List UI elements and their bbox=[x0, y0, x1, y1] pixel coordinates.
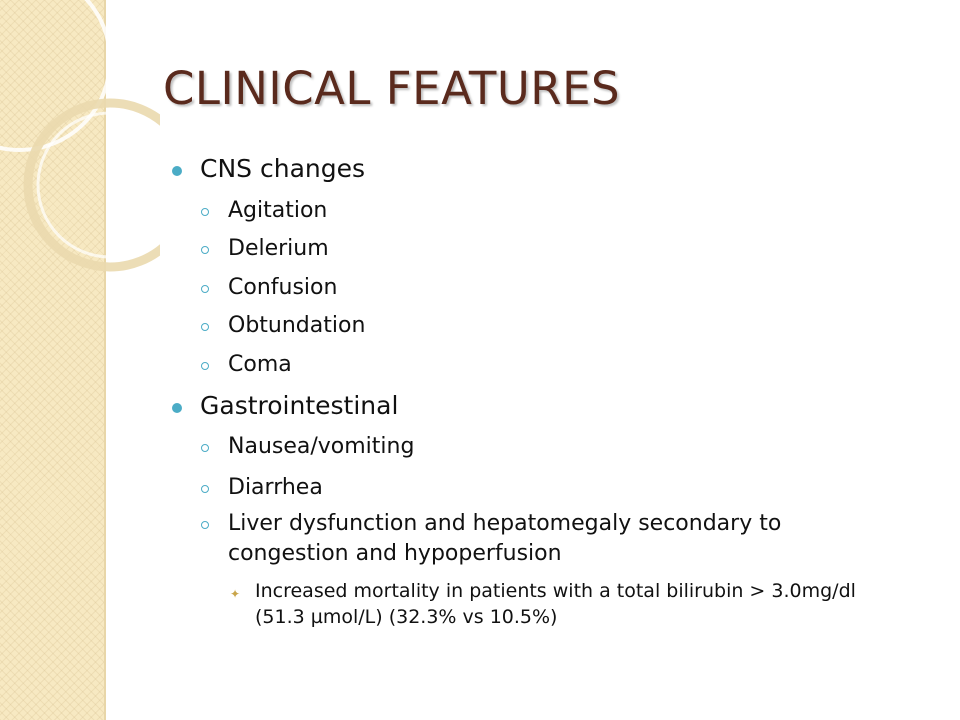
decorative-rings-icon bbox=[0, 0, 160, 320]
bullet-icon bbox=[172, 166, 182, 176]
sub-bullet-icon bbox=[201, 246, 209, 254]
sub-bullet-icon bbox=[201, 485, 209, 493]
list-item: Liver dysfunction and hepatomegaly secondary to bbox=[228, 511, 782, 536]
list-item-continuation: congestion and hypoperfusion bbox=[228, 541, 562, 566]
sub-bullet-icon bbox=[201, 362, 209, 370]
section-heading-gastrointestinal: Gastrointestinal bbox=[200, 391, 399, 420]
detail-item-continuation: (51.3 µmol/L) (32.3% vs 10.5%) bbox=[255, 606, 558, 628]
list-item: Diarrhea bbox=[228, 475, 323, 500]
list-item: Obtundation bbox=[228, 313, 366, 338]
list-item: Coma bbox=[228, 352, 292, 377]
list-item: Nausea/vomiting bbox=[228, 434, 415, 459]
section-heading-cns: CNS changes bbox=[200, 154, 366, 183]
slide-title: CLINICAL FEATURES bbox=[163, 62, 621, 115]
list-item: Agitation bbox=[228, 198, 328, 223]
bullet-icon bbox=[172, 403, 182, 413]
sub-bullet-icon bbox=[201, 323, 209, 331]
sub-bullet-icon bbox=[201, 285, 209, 293]
sub-bullet-icon bbox=[201, 444, 209, 452]
sub-bullet-icon bbox=[201, 521, 209, 529]
detail-item: Increased mortality in patients with a total bilirubin > 3.0mg/dl bbox=[255, 580, 856, 602]
sub-bullet-icon bbox=[201, 208, 209, 216]
list-item: Confusion bbox=[228, 275, 338, 300]
list-item: Delerium bbox=[228, 236, 329, 261]
sparkle-bullet-icon: ✦ bbox=[230, 587, 241, 601]
